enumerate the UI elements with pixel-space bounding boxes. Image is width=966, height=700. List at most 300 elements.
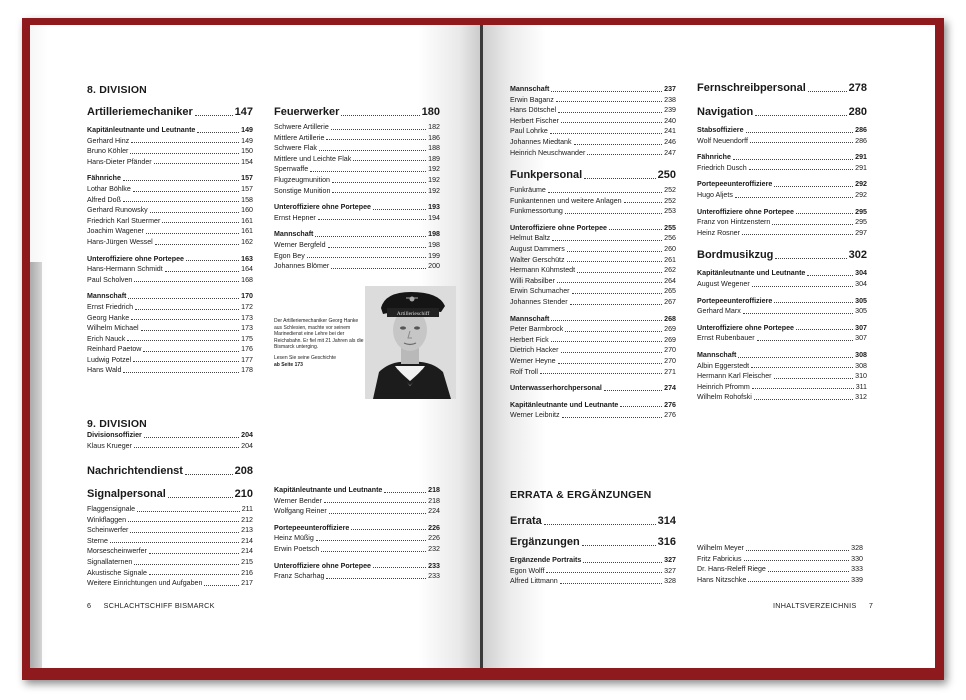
right-running-title: INHALTSVERZEICHNIS	[773, 601, 857, 610]
toc-entry-label: Joachim Wagener	[87, 227, 144, 236]
toc-entry-label: Funkantennen und weitere Anlagen	[510, 196, 622, 205]
toc-entry	[87, 557, 253, 568]
toc-entry	[87, 536, 253, 547]
toc-entry	[87, 226, 253, 237]
toc-entry-page: 233	[428, 572, 440, 581]
toc-entry	[697, 333, 867, 344]
toc-entry-label: Heinrich Pfromm	[697, 382, 750, 391]
toc-entry-label: Werner Bergfeld	[274, 240, 326, 249]
toc-entry	[87, 216, 253, 227]
leader-dots	[752, 279, 853, 287]
leader-dots	[341, 106, 419, 116]
toc-entry-label: Lothar Böhlke	[87, 184, 131, 193]
leader-dots	[807, 268, 853, 276]
leader-dots	[749, 163, 853, 171]
toc-category	[697, 82, 867, 95]
toc-entry	[87, 237, 253, 248]
leader-dots	[551, 84, 662, 92]
toc-entry-page: 330	[851, 554, 863, 563]
toc-entry-label: Friedrich Dusch	[697, 163, 747, 172]
toc-group	[274, 485, 440, 496]
toc-entry	[87, 323, 253, 334]
leader-dots	[561, 345, 663, 353]
toc-group-page: 276	[664, 400, 676, 409]
leader-dots	[326, 133, 426, 141]
toc-entry-page: 172	[241, 302, 253, 311]
photo-caption-ref: ab Seite 173	[274, 361, 303, 368]
left-running-title: SCHLACHTSCHIFF BISMARCK	[103, 601, 215, 610]
toc-group	[274, 523, 440, 534]
toc-entry-label: Georg Hanke	[87, 313, 130, 322]
toc-group-label: Ergänzende Portraits	[510, 556, 582, 564]
leader-dots	[587, 148, 662, 156]
toc-entry-page: 312	[855, 393, 867, 402]
toc-entry	[697, 228, 867, 239]
toc-entry-page: 295	[855, 218, 867, 227]
sailor-portrait-photo	[365, 286, 456, 399]
toc-group	[510, 400, 676, 411]
toc-group-label: Mannschaft	[697, 350, 737, 359]
toc-entry-label: August Dammers	[510, 244, 565, 253]
toc-entry-page: 214	[241, 536, 253, 545]
toc-entry	[510, 196, 676, 207]
leader-dots	[326, 571, 426, 579]
toc-entry-page: 240	[664, 116, 676, 125]
toc-entry-page: 150	[241, 147, 253, 156]
leader-dots	[149, 546, 239, 554]
toc-entry-page: 264	[664, 276, 676, 285]
toc-group-page: 218	[428, 486, 440, 494]
leader-dots	[150, 205, 239, 213]
toc-group	[87, 125, 253, 136]
leader-dots	[134, 557, 239, 565]
leader-dots	[332, 175, 426, 183]
leader-dots	[165, 264, 239, 272]
toc-group	[697, 125, 867, 136]
leader-dots	[609, 223, 662, 231]
toc-category-page: 147	[234, 106, 253, 118]
toc-entry-label: Gerhard Hinz	[87, 136, 130, 145]
toc-group-label: Kapitänleutnante und Leutnante	[510, 400, 619, 409]
toc-entry-page: 265	[664, 287, 676, 296]
toc-group-page: 292	[855, 180, 867, 189]
leader-dots	[195, 106, 233, 116]
leader-dots	[128, 515, 239, 523]
toc-entry	[274, 122, 440, 133]
leader-dots	[131, 136, 239, 144]
leader-dots	[318, 213, 426, 221]
toc-entry	[510, 297, 676, 308]
toc-entry-label: Alfred Littmann	[510, 577, 558, 586]
toc-entry-page: 232	[428, 544, 440, 553]
toc-category	[274, 106, 440, 119]
toc-entry-label: Herbert Fischer	[510, 116, 559, 125]
toc-entry	[87, 334, 253, 345]
toc-group-label: Unteroffiziere ohne Portepee	[510, 223, 607, 232]
leader-dots	[197, 125, 239, 133]
leader-dots	[316, 533, 426, 541]
toc-entry-label: Rolf Troll	[510, 367, 538, 376]
toc-entry	[274, 154, 440, 165]
toc-category-label: Signalpersonal	[87, 488, 166, 500]
leader-dots	[775, 249, 846, 259]
toc-entry-page: 157	[241, 184, 253, 193]
toc-entry-page: 176	[241, 345, 253, 354]
leader-dots	[133, 184, 239, 192]
toc-entry	[87, 136, 253, 147]
toc-category-page: 208	[234, 465, 253, 477]
toc-entry	[510, 105, 676, 116]
toc-entry-label: Sterne	[87, 536, 108, 545]
leader-dots	[321, 544, 426, 552]
toc-entry	[510, 126, 676, 137]
toc-entry	[510, 148, 676, 159]
leader-dots	[556, 95, 662, 103]
toc-group-label: Divisionsoffizier	[87, 431, 142, 439]
leader-dots	[130, 525, 239, 533]
toc-entry-page: 192	[428, 175, 440, 184]
toc-column-funkpersonal	[510, 169, 676, 421]
toc-entry	[510, 345, 676, 356]
toc-category-page: 180	[421, 106, 440, 118]
toc-entry-page: 261	[664, 255, 676, 264]
toc-group-label: Kapitänleutnante und Leutnante	[274, 486, 383, 494]
toc-entry-page: 154	[241, 157, 253, 166]
leader-dots	[558, 356, 663, 364]
leader-dots	[574, 137, 663, 145]
toc-group	[274, 229, 440, 240]
toc-entry-label: Egon Wolff	[510, 566, 545, 575]
toc-group-page: 304	[855, 269, 867, 278]
leader-dots	[319, 143, 426, 151]
leader-dots	[746, 125, 854, 133]
toc-group-page: 255	[664, 223, 676, 232]
toc-group	[697, 296, 867, 307]
toc-entry	[274, 213, 440, 224]
toc-entry	[697, 136, 867, 147]
toc-entry-page: 192	[428, 186, 440, 195]
toc-entry-label: Heinrich Neuschwander	[510, 148, 586, 157]
toc-entry-page: 276	[664, 411, 676, 420]
leader-dots	[774, 296, 853, 304]
toc-group	[274, 561, 440, 572]
toc-entry	[510, 233, 676, 244]
toc-entry	[697, 371, 867, 382]
toc-entry-page: 297	[855, 228, 867, 237]
leader-dots	[552, 233, 662, 241]
toc-entry-page: 214	[241, 547, 253, 556]
section-heading-8-division: 8. DIVISION	[87, 84, 147, 96]
toc-entry-page: 270	[664, 346, 676, 355]
toc-group-page: 291	[855, 153, 867, 162]
toc-group-label: Unteroffiziere ohne Portepee	[274, 203, 371, 212]
toc-entry	[697, 361, 867, 372]
toc-entry-label: Franz Scharhag	[274, 572, 325, 581]
toc-entry	[87, 344, 253, 355]
toc-entry-page: 194	[428, 213, 440, 222]
toc-entry-label: Mittlere und Leichte Flak	[274, 154, 352, 163]
toc-entry-label: Wolfgang Reiner	[274, 507, 327, 516]
toc-entry	[87, 546, 253, 557]
toc-entry-label: Hans-Hermann Schmidt	[87, 265, 163, 274]
toc-column-nachrichtendienst	[87, 465, 253, 481]
toc-entry	[510, 356, 676, 367]
leader-dots	[134, 275, 239, 283]
toc-entry	[697, 575, 863, 586]
leader-dots	[373, 202, 426, 210]
toc-entry	[274, 175, 440, 186]
toc-entry	[697, 543, 863, 554]
leader-dots	[128, 291, 239, 299]
toc-column-ergaenzungen	[510, 536, 676, 587]
toc-group-label: Unterwasserhorchpersonal	[510, 384, 602, 393]
leader-dots	[162, 216, 239, 224]
leader-dots	[155, 237, 239, 245]
leader-dots	[134, 441, 239, 449]
leader-dots	[307, 251, 426, 259]
toc-entry	[510, 566, 676, 577]
photo-caption-text: Der Artilleriemechaniker Georg Hanke aus Schlesien, machte vor seinem Marinedienst eine Lehre bei der Reichsbahn. Er fiel mit 21 Jahren als die Bismarck unterging.	[274, 318, 364, 351]
toc-entry-label: Ernst Rubenbauer	[697, 334, 755, 343]
leader-dots	[324, 496, 426, 504]
toc-entry	[274, 240, 440, 251]
leader-dots	[332, 186, 426, 194]
toc-group	[697, 179, 867, 190]
toc-entry-label: Winkflaggen	[87, 515, 127, 524]
leader-dots	[373, 561, 426, 569]
toc-category-label: Feuerwerker	[274, 106, 340, 118]
toc-category-page: 314	[657, 515, 676, 527]
toc-entry-page: 188	[428, 144, 440, 153]
leader-dots	[558, 105, 662, 113]
leader-dots	[544, 515, 656, 525]
toc-category-label: Nachrichtendienst	[87, 465, 183, 477]
toc-category	[510, 536, 676, 549]
toc-entry-label: Johannes Stender	[510, 297, 568, 306]
toc-entry	[510, 185, 676, 196]
toc-entry	[510, 286, 676, 297]
toc-category	[87, 106, 253, 119]
leader-dots	[750, 136, 853, 144]
toc-entry-page: 189	[428, 154, 440, 163]
toc-category-label: Errata	[510, 515, 542, 527]
toc-category-page: 278	[848, 82, 867, 94]
toc-entry-page: 224	[428, 507, 440, 516]
toc-column-mannschaft	[510, 84, 676, 158]
toc-entry-page: 175	[241, 334, 253, 343]
toc-entry-label: Wilhelm Meyer	[697, 544, 744, 552]
toc-entry	[87, 441, 253, 452]
leader-dots	[351, 523, 426, 531]
toc-group-page: 163	[241, 254, 253, 263]
leader-dots	[135, 302, 239, 310]
leader-dots	[131, 313, 239, 321]
toc-entry	[274, 251, 440, 262]
toc-entry-label: Hugo Aljets	[697, 190, 733, 199]
toc-entry-label: Werner Heyne	[510, 356, 556, 365]
leader-dots	[384, 485, 426, 493]
toc-entry	[87, 504, 253, 515]
toc-entry-label: Werner Leibnitz	[510, 411, 560, 420]
toc-entry	[87, 515, 253, 526]
toc-entry-page: 260	[664, 244, 676, 253]
toc-category-page: 316	[657, 536, 676, 548]
leader-dots	[557, 276, 662, 284]
toc-group-page: 327	[664, 556, 676, 564]
toc-group-page: 226	[428, 523, 440, 532]
toc-entry	[87, 365, 253, 376]
toc-category-label: Navigation	[697, 106, 754, 118]
leader-dots	[548, 185, 662, 193]
toc-entry-label: Paul Lohrke	[510, 127, 548, 136]
toc-entry	[274, 143, 440, 154]
toc-group	[87, 291, 253, 302]
right-footer	[773, 601, 873, 610]
toc-entry	[274, 506, 440, 517]
toc-group-page: 308	[855, 350, 867, 359]
toc-entry-label: Albin Eggerstedt	[697, 361, 750, 370]
toc-entry-label: Gerhard Runowsky	[87, 206, 148, 215]
toc-entry-label: Erich Nauck	[87, 334, 126, 343]
toc-category-label: Artilleriemechaniker	[87, 106, 193, 118]
leader-dots	[796, 323, 853, 331]
toc-column-signalpersonal	[87, 488, 253, 589]
toc-entry-label: Flugzeugmunition	[274, 175, 330, 184]
toc-entry-label: Alfred Doß	[87, 195, 121, 204]
photo-caption-more: Lesen Sie seine Geschichte	[274, 354, 336, 361]
toc-entry	[697, 564, 863, 575]
toc-group-label: Mannschaft	[274, 230, 314, 239]
toc-entry-label: Signallaternen	[87, 557, 133, 566]
toc-entry	[510, 244, 676, 255]
toc-group-label: Portepeeunteroffiziere	[274, 523, 350, 532]
leader-dots	[754, 392, 853, 400]
toc-group-label: Portepeeunteroffiziere	[697, 180, 773, 189]
toc-entry-label: Gerhard Marx	[697, 307, 741, 316]
toc-column-navigation-bordmusik	[697, 82, 867, 403]
toc-group	[87, 173, 253, 184]
toc-entry-label: Akustische Signale	[87, 568, 147, 577]
section-heading-errata: ERRATA & ERGÄNZUNGEN	[510, 489, 652, 501]
toc-entry-page: 256	[664, 234, 676, 243]
toc-entry	[510, 367, 676, 378]
toc-entry	[510, 335, 676, 346]
leader-dots	[550, 126, 662, 134]
toc-entry-label: Reinhard Paetow	[87, 345, 142, 354]
toc-entry-label: Friedrich Karl Stuermer	[87, 216, 161, 225]
toc-entry-page: 253	[664, 207, 676, 216]
toc-group-label: Unteroffiziere ohne Portepee	[274, 561, 371, 570]
toc-entry-label: Flaggensignale	[87, 505, 136, 513]
leader-dots	[561, 116, 662, 124]
toc-entry-page: 160	[241, 206, 253, 215]
photo-caption	[274, 318, 364, 368]
leader-dots	[353, 154, 426, 162]
toc-entry	[510, 95, 676, 106]
toc-group-page: 237	[664, 85, 676, 93]
toc-entry	[274, 261, 440, 272]
toc-entry-page: 200	[428, 262, 440, 271]
toc-entry-page: 286	[855, 136, 867, 145]
left-footer	[87, 601, 215, 610]
section-heading-9-division: 9. DIVISION	[87, 418, 147, 430]
toc-entry	[274, 164, 440, 175]
toc-entry-page: 262	[664, 266, 676, 275]
toc-group-page: 198	[428, 230, 440, 239]
leader-dots	[772, 217, 853, 225]
toc-entry-label: Johannes Blömer	[274, 262, 330, 271]
toc-group	[697, 323, 867, 334]
toc-entry-page: 239	[664, 106, 676, 115]
toc-entry-page: 177	[241, 355, 253, 364]
toc-entry	[510, 410, 676, 421]
toc-entry-label: Hans Wald	[87, 366, 122, 375]
leader-dots	[774, 179, 853, 187]
toc-entry	[510, 265, 676, 276]
toc-entry-page: 339	[851, 575, 863, 584]
toc-entry	[87, 205, 253, 216]
toc-entry	[697, 554, 863, 565]
leader-dots	[744, 554, 850, 562]
leader-dots	[562, 410, 663, 418]
toc-entry-label: Hans Dötschel	[510, 106, 557, 115]
book-spine	[480, 25, 483, 668]
toc-entry	[697, 382, 867, 393]
toc-entry-label: Hans Nitzschke	[697, 575, 747, 584]
leader-dots	[186, 254, 239, 262]
toc-entry-page: 186	[428, 133, 440, 142]
toc-group-page: 157	[241, 174, 253, 183]
toc-entry-page: 215	[241, 557, 253, 566]
toc-entry-label: Mittlere Artillerie	[274, 133, 325, 142]
toc-entry-label: Franz von Hintzenstern	[697, 218, 771, 227]
toc-entry-label: Erwin Schumacher	[510, 287, 570, 296]
leader-dots	[624, 196, 663, 204]
toc-entry-page: 269	[664, 325, 676, 334]
toc-group-label: Kapitänleutnante und Leutnante	[87, 126, 196, 134]
toc-group	[697, 207, 867, 218]
leader-dots	[796, 207, 853, 215]
toc-entry-label: Dr. Hans-Releff Riege	[697, 565, 766, 574]
toc-entry-label: Klaus Krueger	[87, 441, 132, 450]
toc-entry-page: 162	[241, 237, 253, 246]
leader-dots	[123, 195, 239, 203]
leader-dots	[743, 306, 853, 314]
toc-entry-label: Schwere Artillerie	[274, 123, 329, 131]
toc-column-artilleriemechaniker	[87, 106, 253, 376]
leader-dots	[331, 122, 426, 130]
toc-entry	[87, 157, 253, 168]
toc-entry-label: Erwin Poetsch	[274, 544, 320, 553]
right-page-number: 7	[868, 601, 874, 610]
toc-group-page: 233	[428, 561, 440, 570]
toc-entry-label: Herbert Fick	[510, 335, 549, 344]
toc-entry-page: 158	[241, 195, 253, 204]
toc-entry-label: Willi Rabsilber	[510, 276, 555, 285]
toc-entry-label: Peter Barmbrock	[510, 325, 564, 334]
toc-entry-page: 246	[664, 137, 676, 146]
leader-dots	[768, 564, 849, 572]
toc-entry-label: Hermann Karl Fleischer	[697, 372, 772, 381]
toc-entry	[510, 324, 676, 335]
toc-entry-label: Heinz Müßig	[274, 534, 314, 543]
cap-band-text: Artillerieschiff	[396, 311, 430, 317]
leader-dots	[551, 314, 662, 322]
toc-group-page: 268	[664, 314, 676, 323]
leader-dots	[755, 106, 846, 116]
toc-group-label: Unteroffiziere ohne Portepee	[697, 323, 794, 332]
leader-dots	[604, 383, 662, 391]
